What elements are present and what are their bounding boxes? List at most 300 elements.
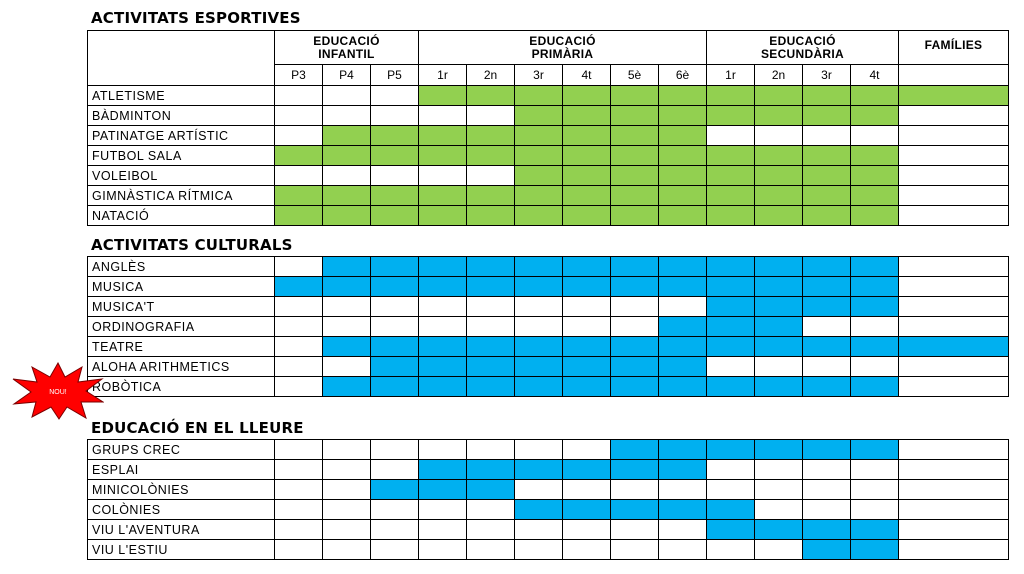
activity-row <box>88 297 1009 317</box>
level-cell-available <box>371 146 419 166</box>
families-cell <box>899 317 1009 337</box>
level-cell <box>851 357 899 377</box>
level-cell <box>371 86 419 106</box>
level-cell-available <box>515 126 563 146</box>
level-cell-available <box>611 377 659 397</box>
level-cell <box>275 337 323 357</box>
level-cell <box>851 480 899 500</box>
level-cell-available <box>851 166 899 186</box>
level-cell <box>275 297 323 317</box>
level-cell-available <box>755 277 803 297</box>
level-cell-available <box>419 460 467 480</box>
level-cell <box>707 460 755 480</box>
level-cell-available <box>659 277 707 297</box>
level-cell <box>467 106 515 126</box>
level-cell-available <box>851 277 899 297</box>
level-cell <box>275 540 323 560</box>
level-cell-available <box>371 277 419 297</box>
level-cell <box>803 317 851 337</box>
level-cell-available <box>419 186 467 206</box>
level-cell-available <box>755 297 803 317</box>
level-header: 6è <box>659 65 707 86</box>
level-cell-available <box>371 357 419 377</box>
level-cell-available <box>419 337 467 357</box>
level-cell-available <box>659 106 707 126</box>
level-header: 2n <box>755 65 803 86</box>
level-cell-available <box>755 377 803 397</box>
level-cell-available <box>611 166 659 186</box>
level-cell-available <box>419 377 467 397</box>
level-cell-available <box>803 337 851 357</box>
sports-section-title: ACTIVITATS ESPORTIVES <box>91 9 301 27</box>
level-cell-available <box>755 106 803 126</box>
level-cell-available <box>659 440 707 460</box>
level-cell-available <box>467 257 515 277</box>
level-cell <box>419 540 467 560</box>
level-cell <box>515 440 563 460</box>
level-cell-available <box>467 337 515 357</box>
level-cell <box>371 106 419 126</box>
level-cell-available <box>419 257 467 277</box>
level-cell <box>275 357 323 377</box>
level-cell-available <box>707 277 755 297</box>
level-cell <box>371 317 419 337</box>
level-cell-available <box>323 337 371 357</box>
level-cell <box>323 500 371 520</box>
level-cell <box>563 520 611 540</box>
level-cell <box>275 440 323 460</box>
level-cell <box>371 440 419 460</box>
level-cell-available <box>563 460 611 480</box>
level-cell-available <box>611 460 659 480</box>
level-cell <box>707 357 755 377</box>
level-cell <box>323 480 371 500</box>
level-cell <box>563 317 611 337</box>
level-cell-available <box>803 277 851 297</box>
level-cell <box>323 440 371 460</box>
level-cell-available <box>563 357 611 377</box>
level-cell-available <box>755 337 803 357</box>
level-cell-available <box>419 126 467 146</box>
level-cell-available <box>803 106 851 126</box>
activity-row <box>88 540 1009 560</box>
activity-name: PATINATGE ARTÍSTIC <box>88 126 275 146</box>
activity-row <box>88 86 1009 106</box>
level-cell <box>371 500 419 520</box>
level-cell <box>803 460 851 480</box>
level-cell <box>419 297 467 317</box>
level-cell <box>803 480 851 500</box>
activity-name: BÀDMINTON <box>88 106 275 126</box>
level-cell-available <box>803 297 851 317</box>
level-cell-available <box>707 520 755 540</box>
level-cell <box>275 86 323 106</box>
header-infantil-line2: INFANTIL <box>318 46 375 61</box>
level-cell-available <box>659 337 707 357</box>
header-secundaria-line2: SECUNDÀRIA <box>760 46 844 61</box>
level-cell-available <box>803 257 851 277</box>
level-cell-available <box>851 206 899 226</box>
level-cell <box>467 520 515 540</box>
families-cell <box>899 297 1009 317</box>
level-cell-available <box>467 146 515 166</box>
activity-name: VIU L'AVENTURA <box>88 520 275 540</box>
families-cell <box>899 500 1009 520</box>
level-cell-available <box>563 166 611 186</box>
level-cell <box>323 106 371 126</box>
sports-activities-table <box>87 30 1009 226</box>
level-cell <box>323 317 371 337</box>
level-cell-available <box>371 480 419 500</box>
activity-row <box>88 500 1009 520</box>
level-cell-available <box>851 377 899 397</box>
level-cell-available <box>659 126 707 146</box>
level-cell-available <box>611 257 659 277</box>
activity-name: VIU L'ESTIU <box>88 540 275 560</box>
level-cell-available <box>707 106 755 126</box>
level-cell-available <box>563 146 611 166</box>
level-cell-available <box>371 126 419 146</box>
activity-name: COLÒNIES <box>88 500 275 520</box>
level-cell <box>275 257 323 277</box>
level-cell-available <box>611 337 659 357</box>
level-cell <box>467 317 515 337</box>
activity-name: MUSICA'T <box>88 297 275 317</box>
level-cell-available <box>659 377 707 397</box>
level-cell-available <box>419 357 467 377</box>
level-header: 1r <box>707 65 755 86</box>
level-cell <box>419 440 467 460</box>
level-cell-available <box>803 206 851 226</box>
level-cell <box>515 297 563 317</box>
level-cell-available <box>803 377 851 397</box>
level-cell-available <box>611 186 659 206</box>
level-cell-available <box>371 206 419 226</box>
level-cell-available <box>323 277 371 297</box>
level-header: P3 <box>275 65 323 86</box>
level-cell-available <box>611 440 659 460</box>
level-cell <box>275 377 323 397</box>
level-cell-available <box>803 520 851 540</box>
level-cell-available <box>323 186 371 206</box>
level-cell <box>323 357 371 377</box>
level-cell-available <box>515 166 563 186</box>
level-cell-available <box>803 146 851 166</box>
level-cell-available <box>707 257 755 277</box>
level-cell-available <box>467 357 515 377</box>
activity-name: ANGLÈS <box>88 257 275 277</box>
level-cell-available <box>851 106 899 126</box>
level-cell <box>707 126 755 146</box>
level-cell-available <box>275 206 323 226</box>
activity-row <box>88 186 1009 206</box>
activity-row <box>88 460 1009 480</box>
level-cell <box>275 480 323 500</box>
level-cell-available <box>323 126 371 146</box>
level-cell-available <box>515 377 563 397</box>
families-cell-available <box>899 337 1009 357</box>
activity-row <box>88 317 1009 337</box>
level-cell <box>659 297 707 317</box>
level-cell <box>419 317 467 337</box>
level-cell <box>467 440 515 460</box>
level-cell <box>323 540 371 560</box>
activity-name: ATLETISME <box>88 86 275 106</box>
level-cell <box>659 540 707 560</box>
level-cell <box>275 126 323 146</box>
level-cell-available <box>563 186 611 206</box>
level-header: 4t <box>563 65 611 86</box>
activity-row <box>88 106 1009 126</box>
level-cell-available <box>707 377 755 397</box>
level-cell-available <box>515 257 563 277</box>
level-cell-available <box>371 186 419 206</box>
level-cell-available <box>371 257 419 277</box>
level-cell <box>323 86 371 106</box>
level-cell <box>467 297 515 317</box>
header-secundaria <box>707 31 899 65</box>
level-cell-available <box>851 86 899 106</box>
activity-row <box>88 257 1009 277</box>
level-cell-available <box>659 206 707 226</box>
level-cell <box>803 500 851 520</box>
level-cell-available <box>371 337 419 357</box>
level-cell <box>371 297 419 317</box>
level-cell-available <box>323 377 371 397</box>
level-cell-available <box>851 257 899 277</box>
families-cell <box>899 186 1009 206</box>
families-cell <box>899 206 1009 226</box>
level-cell-available <box>755 146 803 166</box>
leisure-section-title: EDUCACIÓ EN EL LLEURE <box>91 419 304 437</box>
level-cell-available <box>563 206 611 226</box>
level-cell <box>707 540 755 560</box>
level-cell-available <box>515 106 563 126</box>
level-cell <box>467 166 515 186</box>
new-badge-label: NOU! <box>49 389 67 396</box>
header-infantil-line1: EDUCACIÓ <box>313 33 380 48</box>
header-infantil <box>275 31 419 65</box>
activity-name: ESPLAI <box>88 460 275 480</box>
level-cell-available <box>851 297 899 317</box>
activity-row <box>88 146 1009 166</box>
level-cell-available <box>659 460 707 480</box>
level-cell <box>371 540 419 560</box>
activity-row <box>88 520 1009 540</box>
level-cell <box>371 520 419 540</box>
level-cell-available <box>755 520 803 540</box>
culture-section-title: ACTIVITATS CULTURALS <box>91 236 293 254</box>
level-cell-available <box>467 480 515 500</box>
level-cell <box>371 460 419 480</box>
activity-name: FUTBOL SALA <box>88 146 275 166</box>
level-cell-available <box>563 277 611 297</box>
level-cell-available <box>563 337 611 357</box>
level-cell-available <box>419 277 467 297</box>
level-cell <box>755 480 803 500</box>
level-cell-available <box>851 440 899 460</box>
level-cell-available <box>851 146 899 166</box>
leisure-activities-table <box>87 439 1009 560</box>
families-cell <box>899 480 1009 500</box>
level-cell-available <box>851 186 899 206</box>
level-cell <box>851 317 899 337</box>
level-header: 3r <box>803 65 851 86</box>
level-cell <box>419 500 467 520</box>
level-cell-available <box>659 186 707 206</box>
activity-name: TEATRE <box>88 337 275 357</box>
header-families <box>899 31 1009 65</box>
level-header: P5 <box>371 65 419 86</box>
level-cell-available <box>707 86 755 106</box>
level-cell-available <box>563 86 611 106</box>
activity-name: MUSICA <box>88 277 275 297</box>
families-cell <box>899 146 1009 166</box>
families-cell <box>899 377 1009 397</box>
level-cell <box>803 126 851 146</box>
activity-row <box>88 277 1009 297</box>
level-cell <box>419 106 467 126</box>
level-cell <box>323 297 371 317</box>
level-cell-available <box>851 520 899 540</box>
level-cell-available <box>707 206 755 226</box>
families-cell <box>899 126 1009 146</box>
level-header-families <box>899 65 1009 86</box>
level-cell-available <box>707 500 755 520</box>
level-cell <box>851 126 899 146</box>
level-cell <box>467 540 515 560</box>
families-cell <box>899 106 1009 126</box>
level-cell-available <box>467 277 515 297</box>
level-cell-available <box>659 166 707 186</box>
level-cell <box>563 440 611 460</box>
families-cell <box>899 440 1009 460</box>
level-cell <box>419 520 467 540</box>
level-cell <box>467 500 515 520</box>
level-cell-available <box>515 186 563 206</box>
activity-row <box>88 126 1009 146</box>
level-cell <box>275 317 323 337</box>
level-cell-available <box>611 126 659 146</box>
level-cell <box>611 317 659 337</box>
header-secundaria-line1: EDUCACIÓ <box>769 33 836 48</box>
level-cell <box>611 540 659 560</box>
level-cell-available <box>563 257 611 277</box>
activity-row <box>88 480 1009 500</box>
header-corner-cell <box>88 31 275 86</box>
level-cell <box>755 540 803 560</box>
level-cell-available <box>803 540 851 560</box>
families-cell <box>899 540 1009 560</box>
families-cell <box>899 166 1009 186</box>
level-cell-available <box>755 166 803 186</box>
level-cell <box>323 520 371 540</box>
level-cell <box>275 460 323 480</box>
level-cell-available <box>755 86 803 106</box>
header-primaria <box>419 31 707 65</box>
level-cell-available <box>611 106 659 126</box>
level-cell <box>275 520 323 540</box>
level-cell <box>659 520 707 540</box>
header-primaria-line1: EDUCACIÓ <box>529 33 596 48</box>
level-cell-available <box>275 146 323 166</box>
level-cell-available <box>515 206 563 226</box>
new-badge-burst-icon <box>12 362 104 420</box>
level-cell-available <box>275 277 323 297</box>
level-cell <box>515 520 563 540</box>
level-cell-available <box>611 277 659 297</box>
level-cell-available <box>707 166 755 186</box>
level-cell-available <box>611 86 659 106</box>
level-cell-available <box>323 206 371 226</box>
families-cell <box>899 257 1009 277</box>
level-cell-available <box>611 146 659 166</box>
level-cell-available <box>563 106 611 126</box>
level-cell-available <box>659 257 707 277</box>
families-cell-available <box>899 86 1009 106</box>
level-cell <box>611 520 659 540</box>
level-cell <box>563 297 611 317</box>
level-cell <box>659 480 707 500</box>
level-cell <box>851 500 899 520</box>
level-cell-available <box>515 500 563 520</box>
header-families-label: FAMÍLIES <box>924 38 983 52</box>
level-cell-available <box>707 317 755 337</box>
activity-row <box>88 357 1009 377</box>
families-cell <box>899 460 1009 480</box>
level-cell-available <box>515 86 563 106</box>
activity-row <box>88 206 1009 226</box>
level-cell <box>851 460 899 480</box>
level-cell-available <box>851 337 899 357</box>
level-cell <box>515 480 563 500</box>
level-cell-available <box>659 500 707 520</box>
level-cell <box>707 480 755 500</box>
level-cell-available <box>611 357 659 377</box>
level-header: 1r <box>419 65 467 86</box>
level-cell-available <box>515 337 563 357</box>
level-cell <box>563 480 611 500</box>
level-header: 4t <box>851 65 899 86</box>
level-cell-available <box>611 500 659 520</box>
families-cell <box>899 357 1009 377</box>
activity-name: ORDINOGRAFIA <box>88 317 275 337</box>
activity-name: MINICOLÒNIES <box>88 480 275 500</box>
level-cell-available <box>659 146 707 166</box>
level-cell-available <box>755 186 803 206</box>
level-cell-available <box>707 440 755 460</box>
level-cell-available <box>323 146 371 166</box>
level-cell-available <box>467 206 515 226</box>
level-cell-available <box>467 460 515 480</box>
level-cell <box>275 166 323 186</box>
level-cell-available <box>419 206 467 226</box>
level-header: 2n <box>467 65 515 86</box>
activity-name: NATACIÓ <box>88 206 275 226</box>
level-cell-available <box>467 186 515 206</box>
level-cell-available <box>419 480 467 500</box>
families-cell <box>899 520 1009 540</box>
level-cell <box>515 317 563 337</box>
level-cell-available <box>803 86 851 106</box>
level-cell <box>275 106 323 126</box>
level-cell <box>563 540 611 560</box>
level-cell <box>611 297 659 317</box>
level-cell-available <box>515 146 563 166</box>
level-cell-available <box>563 500 611 520</box>
level-cell-available <box>323 257 371 277</box>
level-cell-available <box>659 357 707 377</box>
